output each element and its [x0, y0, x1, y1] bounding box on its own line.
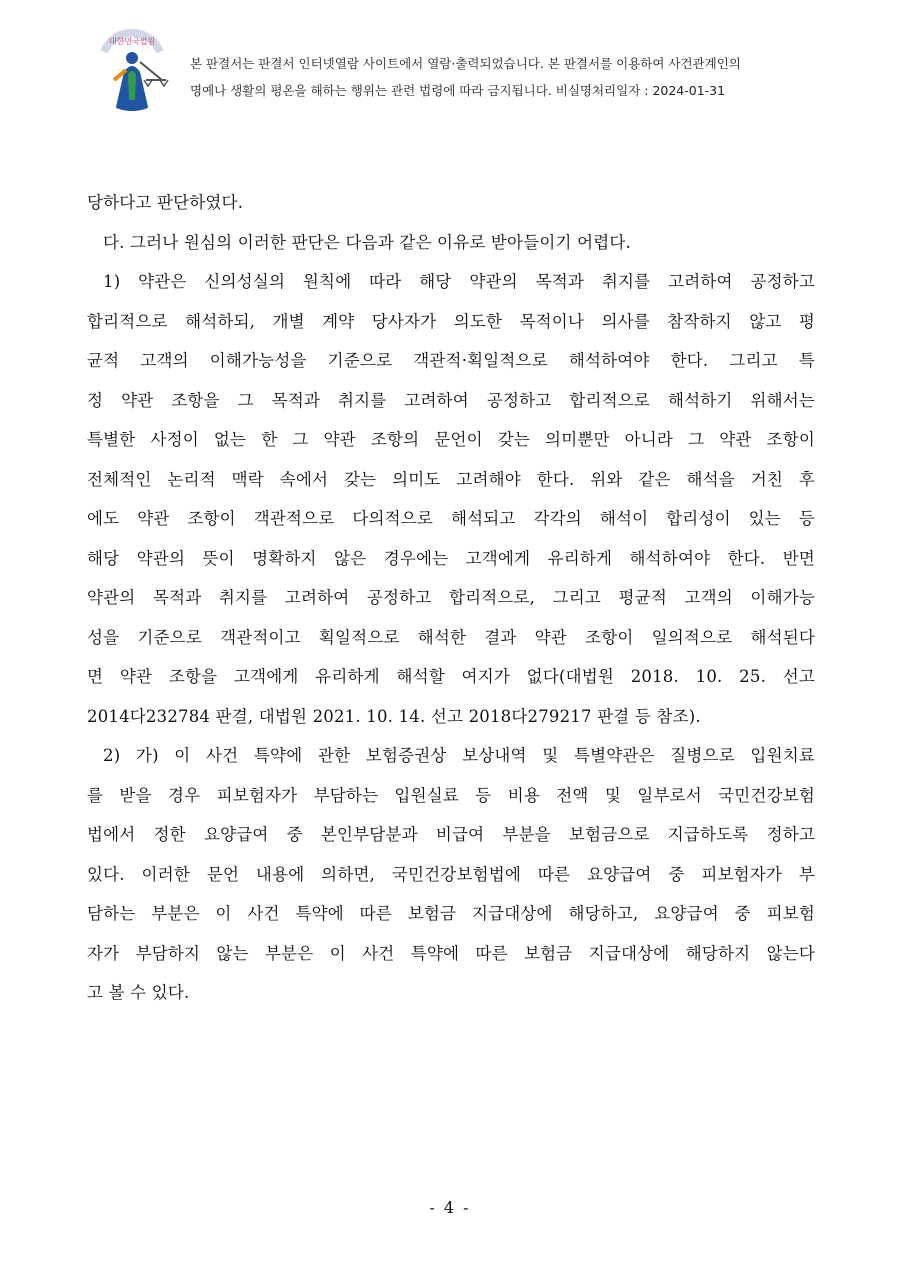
text-line: 해당 약관의 뜻이 명확하지 않은 경우에는 고객에게 유리하게 해석하여야 한다. 반면 — [87, 548, 815, 568]
text-line: 균적 고객의 이해가능성을 기준으로 객관적·획일적으로 해석하여야 한다. 그리고 특 — [87, 351, 815, 370]
text-line: 성을 기준으로 객관적이고 획일적으로 해석한 결과 약관 조항이 일의적으로 해석된다 — [87, 627, 815, 647]
logo-lettering: 대한민국법원 — [108, 37, 156, 46]
text-line: 있다. 이러한 문언 내용에 의하면, 국민건강보험법에 따른 요양급여 중 피보험자가 부 — [87, 864, 815, 884]
judgment-body — [87, 183, 815, 1013]
text-line: 자가 부담하지 않는 부분은 이 사건 특약에 따른 보험금 지급대상에 해당하지 않는다 — [87, 943, 815, 963]
text-line: 전체적인 논리적 맥락 속에서 갖는 의미도 고려해야 한다. 위와 같은 해석을 거친 후 — [87, 469, 815, 489]
page-number: - 4 - — [429, 1198, 471, 1217]
court-logo — [86, 22, 178, 114]
text-line: 특별한 사정이 없는 한 그 약관 조항의 문언이 갖는 의미뿐만 아니라 그 약관 조항이 — [87, 430, 815, 449]
text-line: 면 약관 조항을 고객에게 유리하게 해석할 여지가 없다(대법원 2018. 10. 25. 선고 — [87, 667, 815, 686]
notice-line: 명예나 생활의 평온을 해하는 행위는 관련 법령에 따라 금지됩니다. 비실명처리일자 : 2024-01-31 — [190, 83, 726, 98]
text-line: 담하는 부분은 이 사건 특약에 따른 보험금 지급대상에 해당하고, 요양급여 중 피보험 — [87, 904, 815, 923]
text-line: 2014다232784 판결, 대법원 2021. 10. 14. 선고 2018다279217 판결 등 참조). — [87, 706, 701, 726]
notice-line: 본 판결서는 판결서 인터넷열람 사이트에서 열람·출력되었습니다. 본 판결서를 이용하여 사건관계인의 — [190, 56, 741, 71]
text-line: 당하다고 판단하였다. — [87, 193, 244, 212]
text-line: 법에서 정한 요양급여 중 본인부담분과 비급여 부분을 보험금으로 지급하도록 정하고 — [87, 825, 815, 844]
text-line: 를 받을 경우 피보험자가 부담하는 입원실료 등 비용 전액 및 일부로서 국민건강보험 — [87, 785, 815, 805]
text-line: 고 볼 수 있다. — [87, 983, 190, 1002]
text-line: 다. 그러나 원심의 이러한 판단은 다음과 같은 이유로 받아들이기 어렵다. — [103, 232, 631, 252]
document-header — [86, 22, 826, 122]
text-line: 합리적으로 해석하되, 개별 계약 당사자가 의도한 목적이나 의사를 참작하지 않고 평 — [87, 311, 815, 331]
text-line: 2) 가) 이 사건 특약에 관한 보험증권상 보상내역 및 특별약관은 질병으로 입원치료 — [103, 746, 815, 765]
disclosure-notice — [190, 50, 830, 104]
text-line: 에도 약관 조항이 객관적으로 다의적으로 해석되고 각각의 해석이 합리성이 있는 등 — [87, 509, 815, 528]
text-line: 1) 약관은 신의성실의 원칙에 따라 해당 약관의 목적과 취지를 고려하여 공정하고 — [103, 272, 815, 291]
text-line: 정 약관 조항을 그 목적과 취지를 고려하여 공정하고 합리적으로 해석하기 위해서는 — [87, 390, 815, 410]
text-line: 약관의 목적과 취지를 고려하여 공정하고 합리적으로, 그리고 평균적 고객의 이해가능 — [87, 588, 815, 607]
